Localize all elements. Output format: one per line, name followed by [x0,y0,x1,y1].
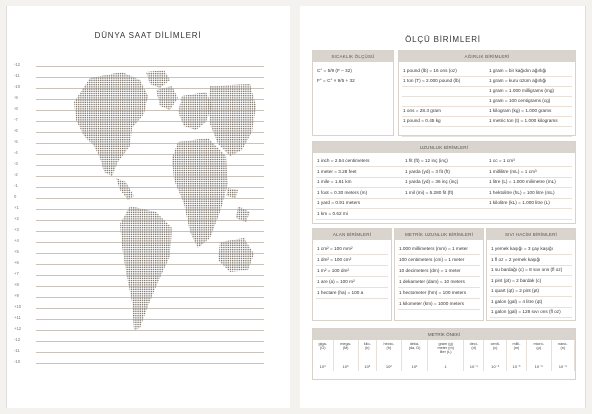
metric-length-box [394,228,484,321]
timezone-label: -12 [14,62,21,67]
timezone-label: +6 [14,260,19,265]
length-header: UZUNLUK BİRİMLERİ [313,142,575,153]
unit-line: C° = 5/9 (F – 32) [317,68,352,73]
prefix-name-cell: deci- (d) [463,340,484,360]
row-divider [316,219,572,220]
timezone-label: 0 [14,194,17,199]
unit-line: 1 ton (T) = 2.000 pound (lb) [403,78,461,83]
timezone-label: -2 [14,172,18,177]
left-page [6,6,290,408]
liquid-volume-header: SIVI HACİM BİRİMLERİ [487,229,575,240]
timezone-label: +3 [14,227,19,232]
unit-line: 1 su bardağı (c) = 8 sıvı ons (fl oz) [491,267,563,272]
prefix-exponent-cell: 1 [428,360,464,371]
unit-line: 1 pound (lb) = 16 ons (oz) [403,68,457,73]
prefix-exponent-cell: 10³ [358,360,376,371]
unit-line: 1 yarda (yd) = 36 inç (inç) [405,179,459,184]
liquid-volume-box [486,228,576,321]
prefix-name-cell: gram (g) meter (m) liter (L) [428,340,464,360]
unit-line: 1 dekameter (dam) = 10 meters [399,279,465,284]
timezone-label: -3 [14,161,18,166]
area-list [313,240,391,320]
row-divider [316,254,388,255]
length-box [312,141,576,224]
weight-box [398,50,576,136]
unit-line: 1 yemek kaşığı = 3 çay kaşığı [491,246,553,251]
prefix-name-cell: kilo- (k) [358,340,376,360]
world-map [60,66,256,358]
area-box [312,228,392,321]
unit-line: 1 millilitre (mL) = 1 cm³ [489,168,537,174]
unit-line: 1 kilometer (km) = 1000 meters [399,301,464,306]
prefix-name-cell: mega- (M) [333,340,358,360]
unit-line: 1 pound = 0.45 kg [403,118,441,123]
unit-line: 1 fl oz = 2 yemek kaşığı [491,256,541,262]
metric-length-list [395,240,483,320]
prefix-name-cell: deka- (da, D) [401,340,428,360]
prefix-exponent-cell: 10⁹ [313,360,333,371]
temperature-box [312,50,394,136]
weight-header: AĞIRLIK BİRİMLERİ [399,51,575,62]
unit-line: 1 km = 0.62 mi [317,210,348,216]
row-divider [402,106,572,107]
row-divider [402,76,572,77]
row-divider [398,254,480,255]
row-divider [316,187,572,188]
unit-line: 1 cm² = 100 mm² [317,246,353,251]
unit-line: 1 quart (qt) = 2 pint (pt) [491,288,540,293]
timezone-label: -7 [14,117,18,122]
unit-line: 1 gram = kuru üzüm ağırlığı [489,78,547,83]
timezone-label: +10 [14,304,22,309]
row-divider [316,208,572,209]
prefix-name-cell: giga- (G) [313,340,333,360]
timezone-label: +2 [14,216,19,221]
timezone-line [36,363,264,364]
unit-line: 1 galon (gal) = 4 litre (qt) [491,298,543,304]
unit-line: 1 dm² = 100 cm² [317,257,352,262]
temperature-header: SICAKLIK ÖLÇÜSÜ [313,51,393,62]
unit-line: 10 decimeters (dm) = 1 meter [399,268,461,273]
row-divider [316,276,388,277]
metric-length-header: METRİK UZUNLUK BİRİMLERİ [395,229,483,240]
prefix-exponent-cell: 10⁻⁶ [526,360,551,371]
row-divider [402,86,572,87]
liquid-volume-list [487,240,575,320]
timezone-label: -12 [14,337,21,342]
row-divider [490,286,572,287]
prefix-exponent-cell: 10⁻⁹ [551,360,574,371]
unit-line: 1 hectometer (hm) = 100 meters [399,290,467,295]
metric-prefix-header: METRİK ÖNEKİ [313,329,575,340]
metric-prefix-box [312,328,576,380]
prefix-name-cell: nano- (n) [551,340,574,360]
row-divider [490,317,572,318]
unit-line: 1 gram = 1.000 milligrams (mg) [489,88,554,93]
unit-line: 1 meter = 3.28 feet [317,168,357,174]
timezone-label: -10 [14,84,21,89]
row-divider [490,275,572,276]
prefix-name-cell: hecto- (h) [376,340,401,360]
timezone-label: +1 [14,205,19,210]
unit-line: 1 galon (gal) = 128 sıvı ons (fl oz) [491,309,561,314]
row-divider [316,177,572,178]
timezone-label: -6 [14,128,18,133]
prefix-name-cell: centi- (c) [484,340,506,360]
unit-line: 1 hectare (ha) = 100 a [317,290,364,295]
timezone-label: -11 [14,73,20,78]
row-divider [398,287,480,288]
unit-line: 1.000 millimeters (mm) = 1 meter [399,246,468,251]
unit-line: 1 foot = 0.30 meters (m) [317,189,368,195]
timezone-label: +8 [14,282,19,287]
timezone-label: +4 [14,238,19,243]
unit-line: 1 mile = 1.61 km [317,179,352,184]
prefix-exponent-cell: 10⁶ [333,360,358,371]
unit-line: F° = C° × 9/5 + 32 [317,78,355,83]
unit-line: 1 yarda (yd) = 3 fit (ft) [405,168,450,174]
timezone-label: +9 [14,293,19,298]
weight-list [399,62,575,135]
timezone-label: -4 [14,150,18,155]
prefix-name-cell: milli- (m) [506,340,526,360]
temperature-list [313,62,393,135]
prefix-name-row [313,340,575,360]
unit-line: 1 gram = bir kağıdın ağırlığı [489,68,547,73]
length-list [313,153,575,223]
timezone-label: -1 [14,183,18,188]
page-title-units: ÖLÇÜ BİRİMLERİ [405,35,481,44]
unit-line: 1 pint (pt) = 2 bardak (c) [491,277,542,283]
row-divider [490,265,572,266]
row-divider [316,287,388,288]
unit-line: 100 centimeters (cm) = 1 meter [399,257,465,262]
row-divider [490,307,572,308]
timezone-label: -9 [14,95,18,100]
row-divider [398,276,480,277]
prefix-exponent-cell: 10² [376,360,401,371]
unit-line: 1 fit (ft) = 12 inç (inç) [405,158,448,163]
timezone-row [14,358,264,369]
row-divider [398,298,480,299]
row-divider [316,166,572,167]
unit-line: 1 kilolitre (kL) = 1.000 litre (L) [489,200,550,205]
page-title-timezones: DÜNYA SAAT DİLİMLERİ [94,31,202,40]
row-divider [402,136,572,137]
prefix-exponent-cell: 10⁻¹ [463,360,484,371]
row-divider [316,198,572,199]
row-divider [316,298,388,299]
row-divider [402,116,572,117]
right-page [300,6,586,408]
area-header: ALAN BİRİMLERİ [313,229,391,240]
row-divider [398,309,480,310]
timezone-label: -11 [14,348,20,353]
row-divider [402,126,572,127]
unit-line: 1 ons = 28.3 gram [403,108,441,113]
timezone-label: -5 [14,139,18,144]
row-divider [490,296,572,297]
prefix-exponent-row [313,360,575,371]
row-divider [402,96,572,97]
unit-line: 1 mil (mi) = 5.280 fit (ft) [405,189,454,195]
unit-line: 1 yard = 0.91 meters [317,200,361,205]
metric-prefix-table [313,340,575,371]
unit-line: 1 hektolitre (hL) = 100 litre (mL) [489,189,555,195]
unit-line: 1 are (a) = 100 m² [317,279,355,284]
unit-line: 1 kilogram (kg) = 1.000 grams [489,108,552,113]
prefix-exponent-cell: 10¹ [401,360,428,371]
prefix-exponent-cell: 10⁻³ [506,360,526,371]
prefix-exponent-cell: 10⁻² [484,360,506,371]
timezone-label: -10 [14,359,21,364]
row-divider [398,265,480,266]
unit-line: 1 inch = 2.54 centimeters [317,158,370,163]
unit-line: 1 cc = 1 cm³ [489,158,515,163]
timezone-label: +5 [14,249,19,254]
timezone-label: -8 [14,106,18,111]
unit-line: 1 litre (L) = 1.000 milimetre (mL) [489,179,556,184]
timezone-label: +7 [14,271,19,276]
timezone-label: +11 [14,315,21,320]
unit-line: 1 gram = 100 centigrams (cg) [489,98,551,103]
prefix-name-cell: micro- (µ) [526,340,551,360]
unit-line: 1 metric ton (t) = 1.000 kilograms [489,118,558,123]
unit-line: 1 m² = 100 dm² [317,268,349,273]
row-divider [316,265,388,266]
timezone-label: +12 [14,326,22,331]
row-divider [490,254,572,255]
